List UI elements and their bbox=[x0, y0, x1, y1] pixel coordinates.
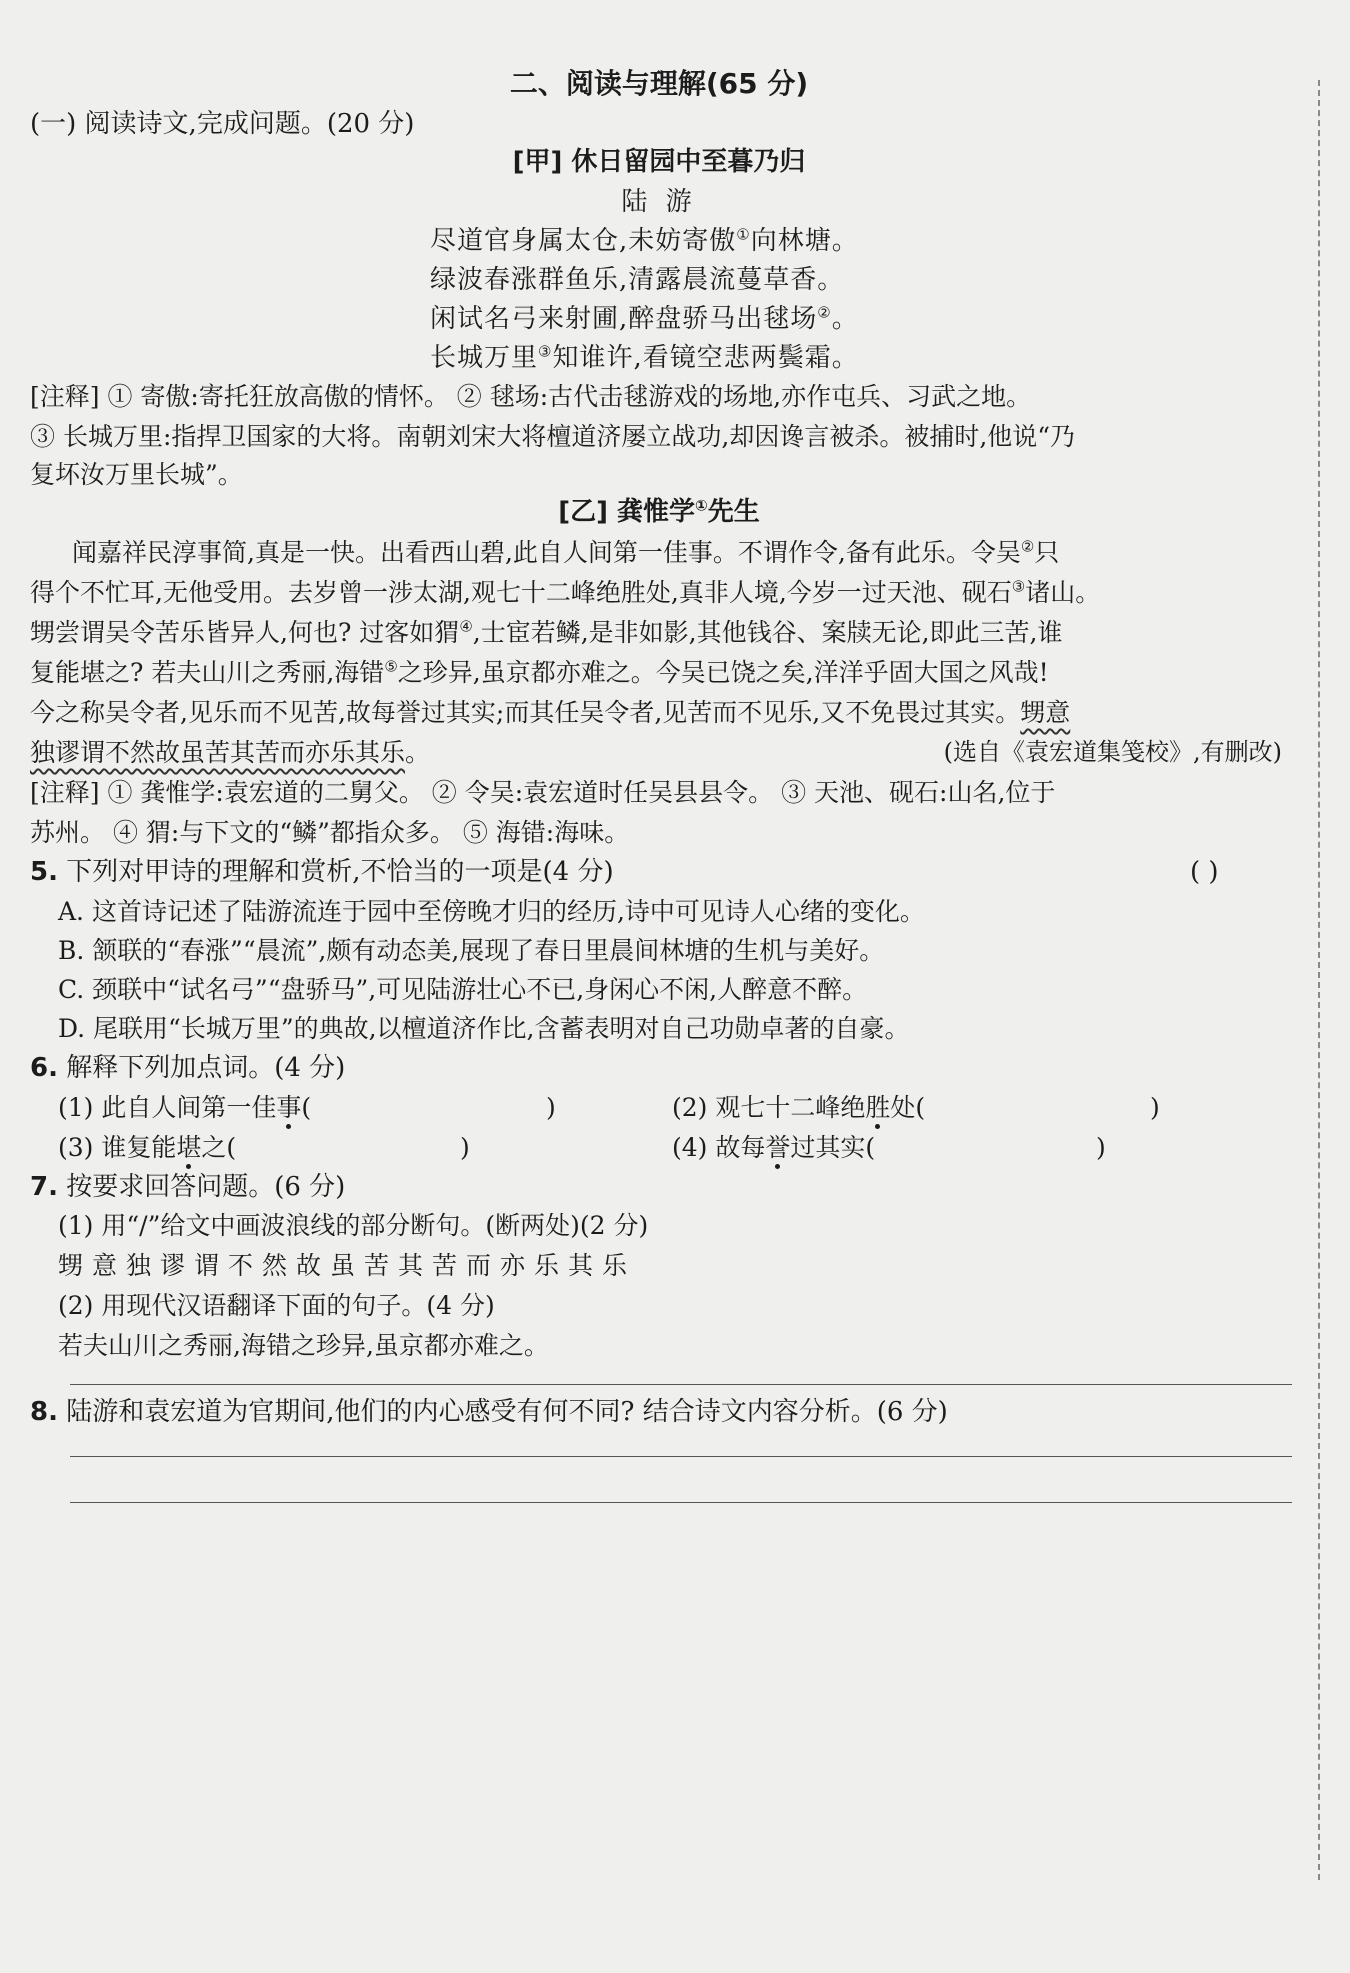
dotted-word: 事 bbox=[276, 1093, 302, 1122]
question-8: 8. 陆游和袁宏道为官期间,他们的内心感受有何不同? 结合诗文内容分析。(6 分) bbox=[30, 1397, 948, 1427]
prose-line-2: 得个不忙耳,无他受用。去岁曾一涉太湖,观七十二峰绝胜处,真非人境,今岁一过天池、砚石③诸山。 bbox=[30, 577, 1101, 607]
fold-line bbox=[1318, 80, 1320, 1880]
poem-note-line-1: [注释] ① 寄傲:寄托狂放高傲的情怀。 ② 毬场:古代击毬游戏的场地,亦作屯兵、习武之地。 bbox=[30, 382, 1032, 411]
answer-line[interactable] bbox=[70, 1384, 1292, 1385]
q7-sub-2: (2) 用现代汉语翻译下面的句子。(4 分) bbox=[58, 1291, 495, 1320]
poem-line-4: 长城万里③知谁许,看镜空悲两鬓霜。 bbox=[430, 342, 859, 373]
q6-item-2-close[interactable]: ) bbox=[1150, 1093, 1160, 1122]
prose-line-5: 今之称吴令者,见乐而不见苦,故每誉过其实;而其任吴令者,见苦而不见乐,又不免畏过其实。甥意 bbox=[30, 698, 1071, 727]
q5-option-a: A. 这首诗记述了陆游流连于园中至傍晚才归的经历,诗中可见诗人心绪的变化。 bbox=[58, 897, 925, 926]
poem-note-line-2: ③ 长城万里:指捍卫国家的大将。南朝刘宋大将檀道济屡立战功,却因谗言被杀。被捕时,他说“乃 bbox=[30, 422, 1076, 451]
q7-sub-1-text: 甥意独谬谓不然故虽苦其苦而亦乐其乐 bbox=[58, 1251, 637, 1280]
prose-note-line-2: 苏州。 ④ 猬:与下文的“鳞”都指众多。 ⑤ 海错:海味。 bbox=[30, 818, 630, 847]
q6-item-3: (3) 谁复能堪之( bbox=[58, 1133, 237, 1162]
prose-line-3: 甥尝谓吴令苦乐皆异人,何也? 过客如猬④,士宦若鳞,是非如影,其他钱谷、案牍无论,即此三苦,谁 bbox=[30, 617, 1063, 647]
dotted-word: 誉 bbox=[765, 1133, 791, 1162]
prose-note-line-1: [注释] ① 龚惟学:袁宏道的二舅父。 ② 令吴:袁宏道时任吴县县令。 ③ 天池、砚石:山名,位于 bbox=[30, 778, 1056, 807]
q5-option-b: B. 颔联的“春涨”“晨流”,颇有动态美,展现了春日里晨间林塘的生机与美好。 bbox=[58, 936, 885, 965]
section-title: 二、阅读与理解(65 分) bbox=[509, 67, 809, 100]
q6-item-3-close[interactable]: ) bbox=[460, 1133, 470, 1162]
prose-title: [乙] 龚惟学①先生 bbox=[558, 496, 760, 527]
poem-line-3: 闲试名弓来射圃,醉盘骄马出毬场②。 bbox=[430, 303, 859, 334]
poem-note-line-3: 复坏汝万里长城”。 bbox=[30, 460, 243, 489]
answer-line[interactable] bbox=[70, 1456, 1292, 1457]
wavy-underlined-text-b: 独谬谓不然故虽苦其苦而亦乐其乐 bbox=[30, 738, 406, 767]
q6-item-1: (1) 此自人间第一佳事( bbox=[58, 1093, 312, 1122]
q7-sub-1: (1) 用“/”给文中画波浪线的部分断句。(断两处)(2 分) bbox=[58, 1211, 649, 1240]
prose-source: (选自《袁宏道集笺校》,有删改) bbox=[943, 738, 1282, 766]
prose-line-6: 独谬谓不然故虽苦其苦而亦乐其乐。 bbox=[30, 738, 431, 767]
dotted-word: 胜 bbox=[865, 1093, 891, 1122]
prose-line-1: 闻嘉祥民淳事简,真是一快。出看西山碧,此自人间第一佳事。不谓作令,备有此乐。令吴②只 bbox=[72, 537, 1060, 567]
q6-item-1-close[interactable]: ) bbox=[546, 1093, 556, 1122]
poem-line-2: 绿波春涨群鱼乐,清露晨流蔓草香。 bbox=[430, 265, 845, 295]
q6-item-4: (4) 故每誉过其实( bbox=[672, 1133, 876, 1162]
q6-item-2: (2) 观七十二峰绝胜处( bbox=[672, 1093, 926, 1122]
q7-sub-2-text: 若夫山川之秀丽,海错之珍异,虽京都亦难之。 bbox=[58, 1331, 549, 1360]
question-7: 7. 按要求回答问题。(6 分) bbox=[30, 1172, 346, 1202]
answer-line[interactable] bbox=[70, 1502, 1292, 1503]
answer-bracket-q5[interactable]: ( ) bbox=[1190, 857, 1219, 887]
question-6: 6. 解释下列加点词。(4 分) bbox=[30, 1053, 346, 1083]
poem-author: 陆 游 bbox=[621, 187, 697, 217]
part-one-heading: (一) 阅读诗文,完成问题。(20 分) bbox=[30, 109, 415, 139]
prose-line-4: 复能堪之? 若夫山川之秀丽,海错⑤之珍异,虽京都亦难之。今吴已饶之矣,洋洋乎固大国之风哉! bbox=[30, 657, 1049, 687]
question-5: 5. 下列对甲诗的理解和赏析,不恰当的一项是(4 分) bbox=[30, 857, 614, 887]
poem-line-1: 尽道官身属太仓,未妨寄傲①向林塘。 bbox=[430, 225, 859, 256]
dotted-word: 堪 bbox=[176, 1133, 202, 1162]
poem-title: [甲] 休日留园中至暮乃归 bbox=[512, 147, 806, 177]
q5-option-c: C. 颈联中“试名弓”“盘骄马”,可见陆游壮心不已,身闲心不闲,人醉意不醉。 bbox=[58, 975, 868, 1004]
q5-option-d: D. 尾联用“长城万里”的典故,以檀道济作比,含蓄表明对自己功勋卓著的自豪。 bbox=[58, 1014, 910, 1043]
q6-item-4-close[interactable]: ) bbox=[1096, 1133, 1106, 1162]
wavy-underlined-text-a: 甥意 bbox=[1020, 698, 1071, 727]
